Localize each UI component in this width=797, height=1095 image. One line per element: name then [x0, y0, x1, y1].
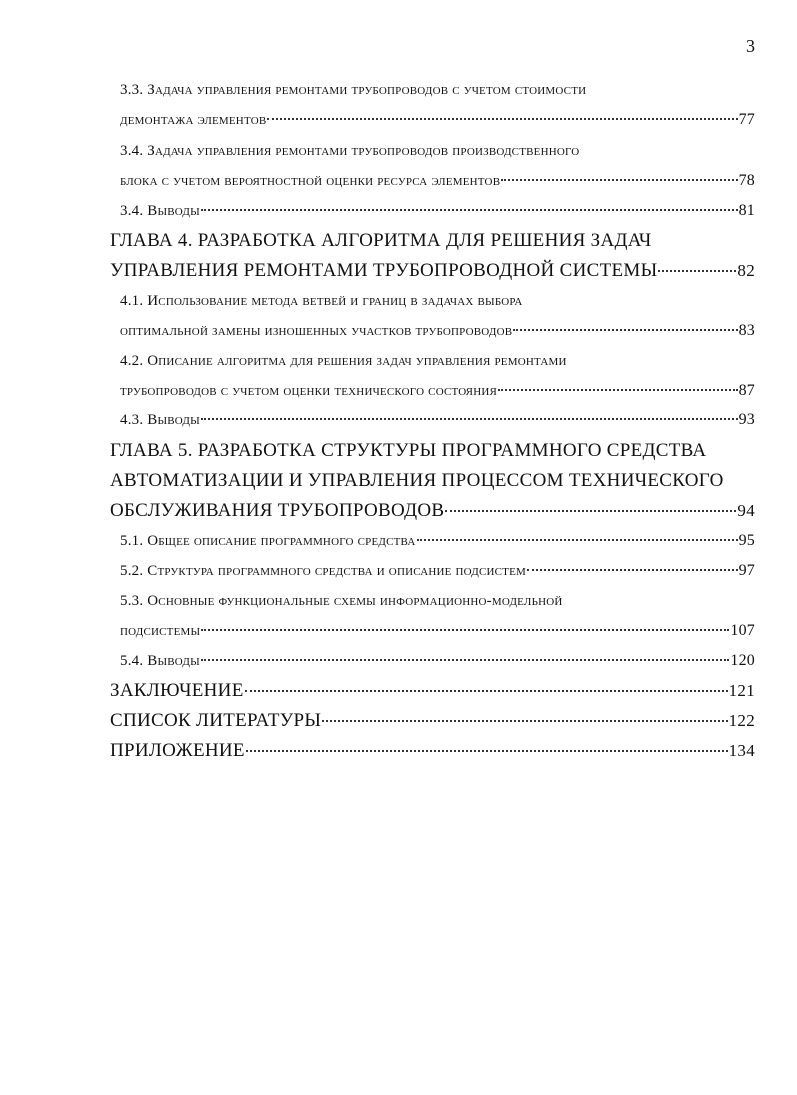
- dot-leader: [201, 209, 738, 211]
- toc-chapter-4-line2: [110, 259, 755, 283]
- toc-entry-page: 77: [738, 111, 755, 128]
- toc-entry-4-2-line2: [120, 379, 755, 403]
- toc-entry-text: 3.3. Задача управления ремонтами трубопроводов с учетом стоимости: [120, 82, 587, 98]
- dot-leader: [201, 418, 738, 420]
- toc-entry-page: 120: [730, 652, 755, 669]
- toc-chapter-4-line1: [110, 229, 755, 253]
- toc-chapter-text: СПИСОК ЛИТЕРАТУРЫ: [110, 710, 322, 731]
- toc-entry-text: 3.4. Задача управления ремонтами трубопроводов производственного: [120, 143, 580, 159]
- toc-entry-page: 121: [728, 681, 755, 700]
- dot-leader: [245, 690, 728, 692]
- toc-entry-3-4-conclusions: [120, 199, 755, 223]
- toc-chapter-5-line3: [110, 499, 755, 523]
- toc-chapter-text: ПРИЛОЖЕНИЕ: [110, 740, 245, 761]
- page-number: 3: [746, 36, 755, 56]
- toc-entry-text: трубопроводов с учетом оценки технического состояния: [120, 383, 498, 399]
- toc-entry-text: демонтажа элементов: [120, 112, 267, 128]
- toc-entry-3-4-line2: [120, 169, 755, 193]
- toc-entry-5-1: [120, 529, 755, 553]
- toc-entry-5-2: [120, 559, 755, 583]
- toc-chapter-text: УПРАВЛЕНИЯ РЕМОНТАМИ ТРУБОПРОВОДНОЙ СИСТЕМЫ: [110, 260, 658, 281]
- toc-entry-page: 81: [738, 202, 755, 219]
- toc-entry-3-3-line1: [120, 78, 755, 102]
- toc-entry-page: 82: [737, 261, 755, 280]
- dot-leader: [201, 659, 730, 661]
- dot-leader: [267, 118, 737, 120]
- dot-leader: [501, 179, 737, 181]
- toc-entry-5-3-line2: [120, 619, 755, 643]
- dot-leader: [498, 389, 738, 391]
- toc-chapter-text: ГЛАВА 4. РАЗРАБОТКА АЛГОРИТМА ДЛЯ РЕШЕНИЯ ЗАДАЧ: [110, 230, 652, 251]
- toc-conclusion: [110, 679, 755, 703]
- dot-leader: [322, 720, 727, 722]
- toc-entry-text: 3.4. Выводы: [120, 203, 200, 219]
- toc-entry-4-2-line1: [120, 349, 755, 373]
- dot-leader: [246, 750, 728, 752]
- toc-entry-text: 5.1. Общее описание программного средства: [120, 533, 416, 549]
- dot-leader: [658, 270, 736, 272]
- toc-chapter-text: ЗАКЛЮЧЕНИЕ: [110, 680, 244, 701]
- toc-chapter-text: ОБСЛУЖИВАНИЯ ТРУБОПРОВОДОВ: [110, 500, 445, 521]
- toc-entry-5-3-line1: [120, 589, 755, 613]
- toc-entry-3-4-line1: [120, 139, 755, 163]
- toc-entry-4-3-conclusions: [120, 408, 755, 432]
- toc-entry-text: 4.2. Описание алгоритма для решения задач управления ремонтами: [120, 353, 567, 369]
- toc-entry-4-1-line1: [120, 289, 755, 313]
- toc-references: [110, 709, 755, 733]
- toc-entry-text: 5.2. Структура программного средства и описание подсистем: [120, 563, 527, 579]
- toc-entry-text: блока с учетом вероятностной оценки ресурса элементов: [120, 173, 501, 189]
- toc-entry-4-1-line2: [120, 319, 755, 343]
- toc-entry-5-4-conclusions: [120, 649, 755, 673]
- toc-entry-page: 87: [738, 382, 755, 399]
- dot-leader: [513, 329, 737, 331]
- toc-entry-text: 5.4. Выводы: [120, 653, 200, 669]
- toc-entry-page: 94: [737, 501, 755, 520]
- toc-chapter-text: ГЛАВА 5. РАЗРАБОТКА СТРУКТУРЫ ПРОГРАММНОГО СРЕДСТВА: [110, 440, 707, 461]
- toc-chapter-5-line2: [110, 469, 755, 493]
- toc-entry-text: 5.3. Основные функциональные схемы информационно-модельной: [120, 593, 563, 609]
- toc-entry-3-3-line2: [120, 108, 755, 132]
- toc-chapter-text: АВТОМАТИЗАЦИИ И УПРАВЛЕНИЯ ПРОЦЕССОМ ТЕХНИЧЕСКОГО: [110, 470, 724, 491]
- toc-entry-page: 97: [738, 562, 755, 579]
- toc-entry-page: 134: [728, 741, 755, 760]
- toc-entry-page: 83: [738, 322, 755, 339]
- toc-entry-text: 4.3. Выводы: [120, 412, 200, 428]
- dot-leader: [201, 629, 729, 631]
- toc-entry-page: 122: [728, 711, 755, 730]
- dot-leader: [527, 569, 738, 571]
- toc-entry-page: 93: [738, 411, 755, 428]
- toc-entry-text: оптимальной замены изношенных участков трубопроводов: [120, 323, 513, 339]
- toc-appendix: [110, 739, 755, 763]
- toc-entry-page: 107: [730, 622, 755, 639]
- toc-chapter-5-line1: [110, 439, 755, 463]
- toc-entry-text: 4.1. Использование метода ветвей и границ в задачах выбора: [120, 293, 523, 309]
- dot-leader: [417, 539, 738, 541]
- toc-entry-text: подсистемы: [120, 623, 201, 639]
- toc-entry-page: 78: [738, 172, 755, 189]
- dot-leader: [445, 510, 736, 512]
- toc-entry-page: 95: [738, 532, 755, 549]
